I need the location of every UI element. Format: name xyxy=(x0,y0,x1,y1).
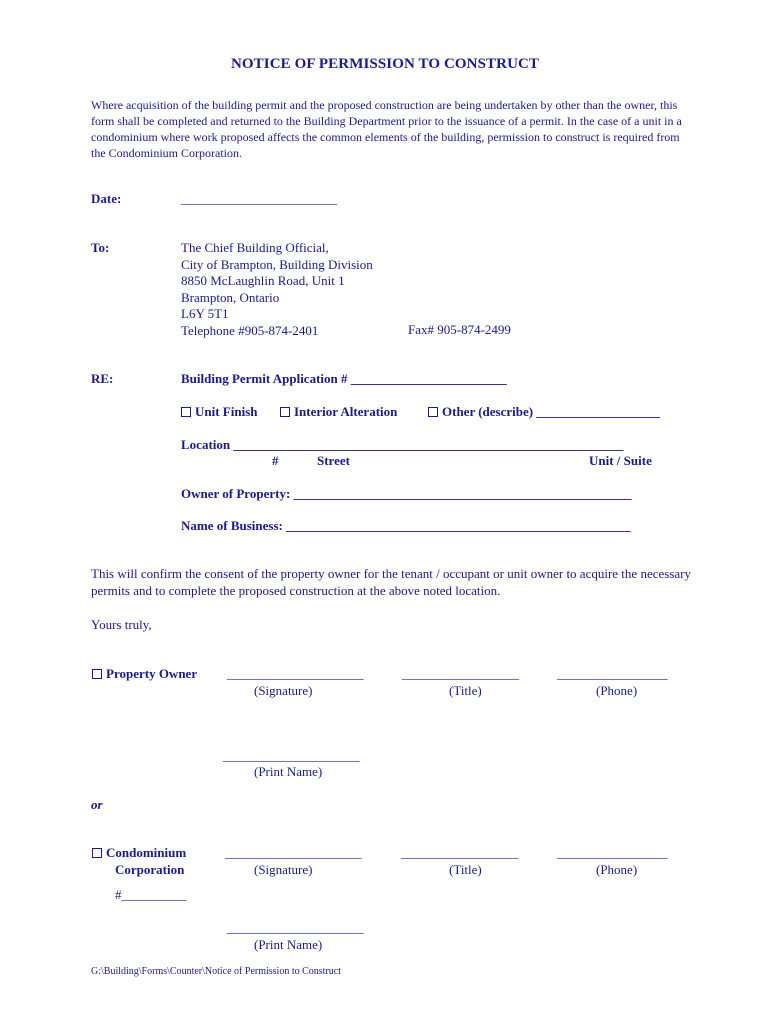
condo-print-name-caption: (Print Name) xyxy=(254,937,323,952)
re-label: RE: xyxy=(91,371,114,386)
interior-alteration-checkbox[interactable]: Interior Alteration xyxy=(280,404,397,421)
footer-file-path: G:\Building\Forms\Counter\Notice of Permission to Construct xyxy=(91,966,341,977)
address-line: 8850 McLaughlin Road, Unit 1 xyxy=(181,273,345,288)
checkbox-icon[interactable] xyxy=(280,407,290,417)
location-number-caption: # xyxy=(272,453,279,468)
to-label: To: xyxy=(91,240,110,255)
permit-application-field[interactable]: Building Permit Application # ________________________ xyxy=(181,371,507,386)
owner-print-name-caption: (Print Name) xyxy=(254,764,323,779)
condo-phone-caption: (Phone) xyxy=(596,862,638,877)
checkbox-icon[interactable] xyxy=(92,669,102,679)
owner-signature-line[interactable]: _____________________ xyxy=(227,666,364,681)
name-of-business-field[interactable]: Name of Business: _____________________________________________________ xyxy=(181,518,631,533)
location-street-caption: Street xyxy=(317,453,350,468)
condo-title-caption: (Title) xyxy=(449,862,482,877)
condo-corporation-checkbox[interactable]: Condominium xyxy=(92,845,186,862)
location-unit-caption: Unit / Suite xyxy=(589,453,652,468)
owner-signature-caption: (Signature) xyxy=(254,683,313,698)
checkbox-icon[interactable] xyxy=(428,407,438,417)
unit-finish-checkbox[interactable]: Unit Finish xyxy=(181,404,258,421)
owner-print-name-line[interactable]: _____________________ xyxy=(223,748,360,763)
or-text: or xyxy=(91,797,103,812)
condo-phone-line[interactable]: _________________ xyxy=(557,845,668,860)
consent-paragraph: This will confirm the consent of the property owner for the tenant / occupant or unit owner to acquire the necessary permits and to complete the proposed construction at the above noted location. xyxy=(91,566,691,598)
checkbox-icon[interactable] xyxy=(92,848,102,858)
owner-phone-line[interactable]: _________________ xyxy=(557,666,668,681)
condo-number-field[interactable]: #__________ xyxy=(115,887,187,902)
condo-signature-caption: (Signature) xyxy=(254,862,313,877)
address-line: Brampton, Ontario xyxy=(181,289,280,305)
owner-title-caption: (Title) xyxy=(449,683,482,698)
property-owner-checkbox[interactable]: Property Owner xyxy=(92,666,197,683)
location-field[interactable]: Location ____________________________________________________________ xyxy=(181,437,624,452)
condo-print-name-line[interactable]: _____________________ xyxy=(227,920,364,935)
owner-title-line[interactable]: __________________ xyxy=(402,666,519,681)
date-label: Date: xyxy=(91,191,122,206)
page-title: NOTICE OF PERMISSION TO CONSTRUCT xyxy=(230,56,540,72)
checkbox-icon[interactable] xyxy=(181,407,191,417)
condo-signature-line[interactable]: _____________________ xyxy=(225,845,362,860)
other-checkbox[interactable]: Other (describe) ___________________ xyxy=(428,404,660,421)
address-line: The Chief Building Official, xyxy=(181,240,329,255)
address-line: City of Brampton, Building Division xyxy=(181,256,373,272)
address-line: L6Y 5T1 xyxy=(181,306,229,321)
recipient-address xyxy=(181,240,373,339)
intro-paragraph: Where acquisition of the building permit and the proposed construction are being undertaken by other than the owner, this form shall be completed and returned to the Building Department prior to the issuance of a permit. In the case of a unit in a condominium where work proposed affects the common elements of the building, permission to construct is required from the Condominium Corporation. xyxy=(91,98,682,160)
fax-line: Fax# 905-874-2499 xyxy=(408,322,511,337)
owner-phone-caption: (Phone) xyxy=(596,683,638,698)
telephone-line: Telephone #905-874-2401 xyxy=(181,322,319,338)
owner-of-property-field[interactable]: Owner of Property: ____________________________________________________ xyxy=(181,486,632,501)
condo-label-line2: Corporation xyxy=(115,862,185,877)
condo-title-line[interactable]: __________________ xyxy=(401,845,518,860)
closing-text: Yours truly, xyxy=(91,617,152,632)
date-field[interactable]: ________________________ xyxy=(181,191,337,206)
